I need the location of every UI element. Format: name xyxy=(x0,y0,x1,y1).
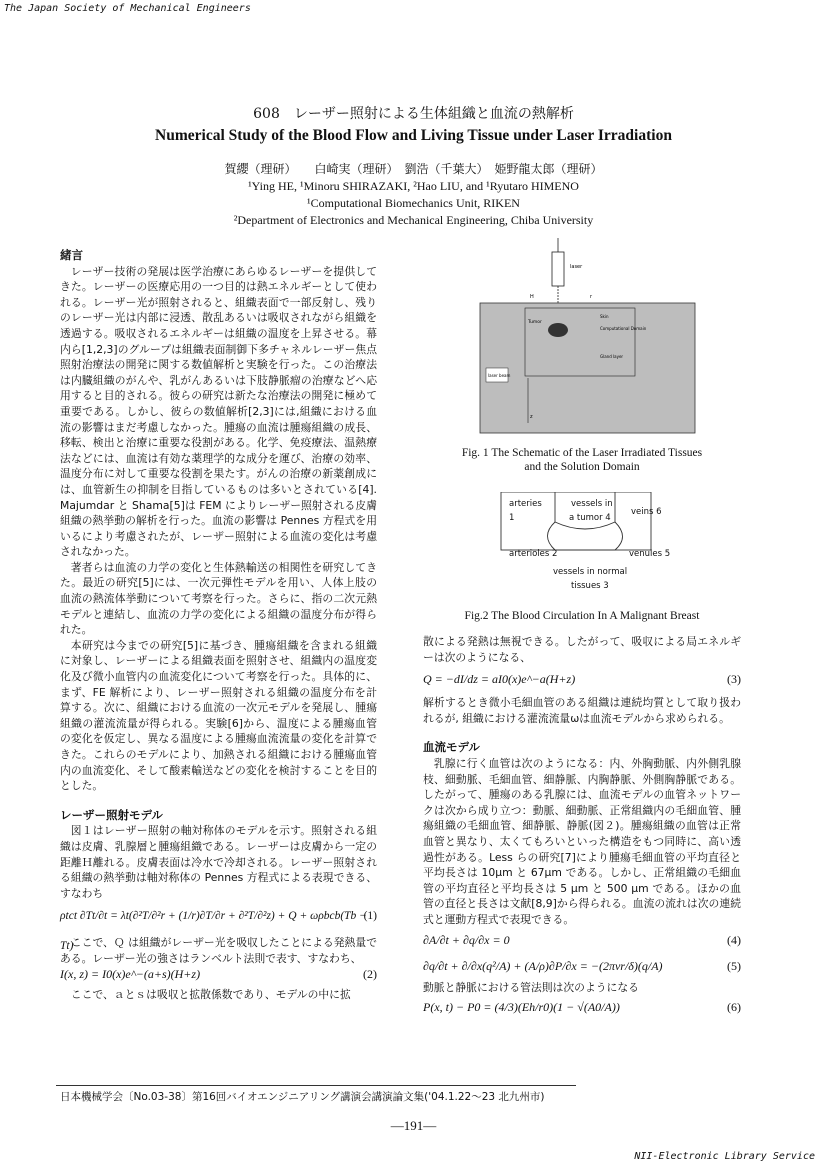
nii-footer: NII-Electronic Library Service xyxy=(634,1151,815,1162)
fig1-label-comp: Computational Domain xyxy=(600,326,647,331)
fig2-label-vessels-tumor-2: a tumor 4 xyxy=(569,513,611,523)
fig1-label-h: H xyxy=(530,294,534,300)
intro-paragraph-3: 本研究は今までの研究[5]に基づき、腫瘍組織を含まれる組織に対象し、レーザーによる組織表面を照射させ、組織内の温度変化及び微小血管内の血流変化について考察を行った。具体的に、まず、FE 解析により、レーザー照射される組織の温度分布を計算する。次に、組織における血流の一次元モデルを発展し、腫瘍組織の灌流流量が得られる。実験[6]から、温度による腫瘍血管の変化を仮定し、異なる温度による腫瘍血流流量の変化を計算できた。これらのモデルにより、加熱される組織における腫瘍血管内の血流変化、そして酸素輸送などの変化を検討することを目的とした。 xyxy=(60,638,377,793)
fig2-label-vessels-tumor: vessels in xyxy=(571,499,613,509)
fig1-label-tumor: Tumor xyxy=(528,320,542,325)
fig2-label-arteries-no: 1 xyxy=(509,513,515,523)
title-english: Numerical Study of the Blood Flow and Living Tissue under Laser Irradiation xyxy=(155,127,672,144)
figure-1-schematic xyxy=(470,238,700,438)
equation-5: ∂q/∂t + ∂/∂x(q²/A) + (A/ρ)∂P/∂x = −(2πνr/δ)(q/A) (5) xyxy=(423,958,741,973)
right-column xyxy=(423,634,741,1021)
equation-1: ρtct ∂Tt/∂t = λt(∂²T/∂²r + (1/r)∂T/∂r + ∂²T/∂²z) + Q + ωρbcb(Tb − Tt) (1) xyxy=(60,910,377,953)
fig1-label-skin: Skin xyxy=(600,314,609,319)
authors-block xyxy=(0,161,827,229)
blood-flow-heading: 血流モデル xyxy=(423,740,480,755)
laser-model-paragraph-1: 図１はレーザー照射の軸対称体のモデルを示す。照射される組織は皮膚、乳腺層と腫瘍組織である。レーザーは皮膚から一定の距離Ｈ離れる。皮膚表面は冷水で冷却される。レーザー照射される組織の熱挙動は軸対称体の Pennes 方程式による表現できる、すなわち xyxy=(60,824,377,900)
laser-model-heading: レーザー照射モデル xyxy=(60,807,163,822)
equation-3: Q = −dI/dz = aI0(x)e^−a(H+z) (3) xyxy=(423,672,741,687)
fig1-label-beam: laser beam xyxy=(488,373,511,378)
figure-2-caption: Fig.2 The Blood Circulation In A Malignant Breast xyxy=(464,610,700,622)
laser-model-paragraph-3: ここで、ａとｓは吸収と拡散係数であり、モデルの中に拡 xyxy=(70,987,351,1001)
authors-japanese: 賀纓（理研） 白崎実（理研） 劉浩（千葉大） 姫野龍太郎（理研） xyxy=(224,162,603,176)
fig2-label-arteries: arteries xyxy=(509,499,542,509)
intro-paragraph-2: 著者らは血流の力学の変化と生体熱輸送の相関性を研究してきた。最近の研究[5]には、一次元弾性モデルを用い、人体上肢の血流の熱流体挙動について考察を行った。さらに、指の二次元熱モデルと連結し、血流の力学の変化による組織の温度分布が得られた。 xyxy=(60,560,377,637)
laser-model-paragraph-2: ここで、Ｑ は組織がレーザー光を吸収したことによる発熱量である。レーザー光の強さはランベルト法則で表す、すなわち、 xyxy=(60,936,377,965)
fig2-label-veins: veins 6 xyxy=(631,507,662,517)
right-paragraph-after-eq3: 解析するとき微小毛細血管のある組織は連続均質として取り扱われるが, 組織における灌流流量ωは血流モデルから求められる。 xyxy=(423,696,741,725)
fig1-label-laser: laser xyxy=(570,264,583,270)
affiliation-2: ²Department of Electronics and Mechanical Engineering, Chiba University xyxy=(233,213,594,227)
affiliation-1: ¹Computational Biomechanics Unit, RIKEN xyxy=(307,196,520,210)
society-header: The Japan Society of Mechanical Engineers xyxy=(4,3,251,14)
blood-flow-paragraph-2: 動脈と静脈における管法則は次のようになる xyxy=(423,980,639,994)
figure-2-diagram xyxy=(495,492,675,600)
authors-english: ¹Ying HE, ¹Minoru SHIRAZAKI, ²Hao LIU, and ¹Ryutaro HIMENO xyxy=(248,179,579,193)
intro-heading: 緒言 xyxy=(60,248,83,262)
left-column xyxy=(60,248,377,1002)
figure-1-caption: Fig. 1 The Schematic of the Laser Irradiated Tissues and the Solution Domain xyxy=(461,447,703,473)
fig2-label-arterioles: arterioles 2 xyxy=(509,549,558,559)
fig1-label-z: z xyxy=(530,414,533,420)
equation-2: I(x, z) = I0(x)e^−(a+s)(H+z) (2) xyxy=(60,966,377,981)
title-japanese: 608 レーザー照射による生体組織と血流の熱解析 xyxy=(253,106,574,122)
page-number: —191— xyxy=(390,1118,437,1133)
fig2-label-venules: venules 5 xyxy=(629,549,671,559)
fig2-label-vessels-normal-2: tissues 3 xyxy=(571,581,609,591)
blood-flow-paragraph-1: 乳腺に行く血管は次のようになる：内、外胸動脈、内外側乳腺枝、細動脈、毛細血管、細静脈、内胸静脈、外側胸静脈である。したがって、腫瘍のある乳腺には、血流モデルの血管ネットワークは次から成り立つ：動脈、細動脈、正常組織内の毛細血管、腫瘍組織の毛細血管、細静脈、静脈(図２)。腫瘍組織の血管は正常血管と異なり、太くてもろいといった構造をもつ同時に、高い透過性がある。Less らの研究[7]により腫瘍毛細血管の平均直径と平均長さは 10μm と 67μm である。しかし、正常組織の毛細血管の平均直径と平均長さは 5 μm と 500 μm である。ほかの血管の直径と長さは文献[8,9]から得られる。血流の流れは次の連続式と運動方程式で表現できる。 xyxy=(423,756,741,926)
equation-4: ∂A/∂t + ∂q/∂x = 0 (4) xyxy=(423,932,741,947)
proceedings-footer: 日本機械学会〔No.03-38〕第16回バイオエンジニアリング講演会講演論文集('04.1.22～23 北九州市) xyxy=(60,1091,545,1103)
intro-paragraph-1: レーザー技術の発展は医学治療にあらゆるレーザーを提供してきた。レーザーの医療応用の一つ目的は熱エネルギーとして使われる。レーザー光が照射されると、組織表面で一部反射し、残りのレーザー光は内部に浸透、散乱あるいは吸収されながら組織を透過する。吸収されるエネルギーは組織の温度を上昇させる。幕内ら[1,2,3]のグループは組織表面制御下多チャネルレーザー焦点照射治療法の開発に関する数値解析と実験を行った。この治療法は内臓組織のがんや、乳がんあるいは下肢静脈瘤の治療などへ応用すると目的される。彼らの研究は新たな治療法の開発に極めて重要である。しかし、彼らの数値解析[2,3]には,組織における血流の影響はまだ考慮しなかった。腫瘍の血流は腫瘍組織の成長、移転、検出と治療に重要な役割がある。化学、免疫療法、温熱療法などには、血流は有効な薬理学的な成分を運び、治療の効率、温度分布に対して重要な役割を果たす。がんの治療の新薬創成には、血管新生の抑制を目指しているものは多いとされている[4]. Majumdar と Shama[5]は FEM によりレーザー照射される皮膚組織の熱挙動の解析を行った。血流の影響は Pennes 方程式を用いるにより考慮されたが、レーザー照射による血流の変化は考慮されなかった。 xyxy=(60,264,377,559)
fig1-label-r: r xyxy=(590,294,593,300)
fig1-label-gland: Gland layer xyxy=(600,354,624,359)
footer-rule xyxy=(56,1085,576,1086)
right-paragraph-cont: 散による発熱は無視できる。したがって、吸収による局エネルギーは次のようになる、 xyxy=(423,635,741,664)
equation-6: P(x, t) − P0 = (4/3)(Eh/r0)(1 − √(A0/A)) (6) xyxy=(423,1000,741,1015)
fig2-label-vessels-normal: vessels in normal xyxy=(553,567,628,577)
